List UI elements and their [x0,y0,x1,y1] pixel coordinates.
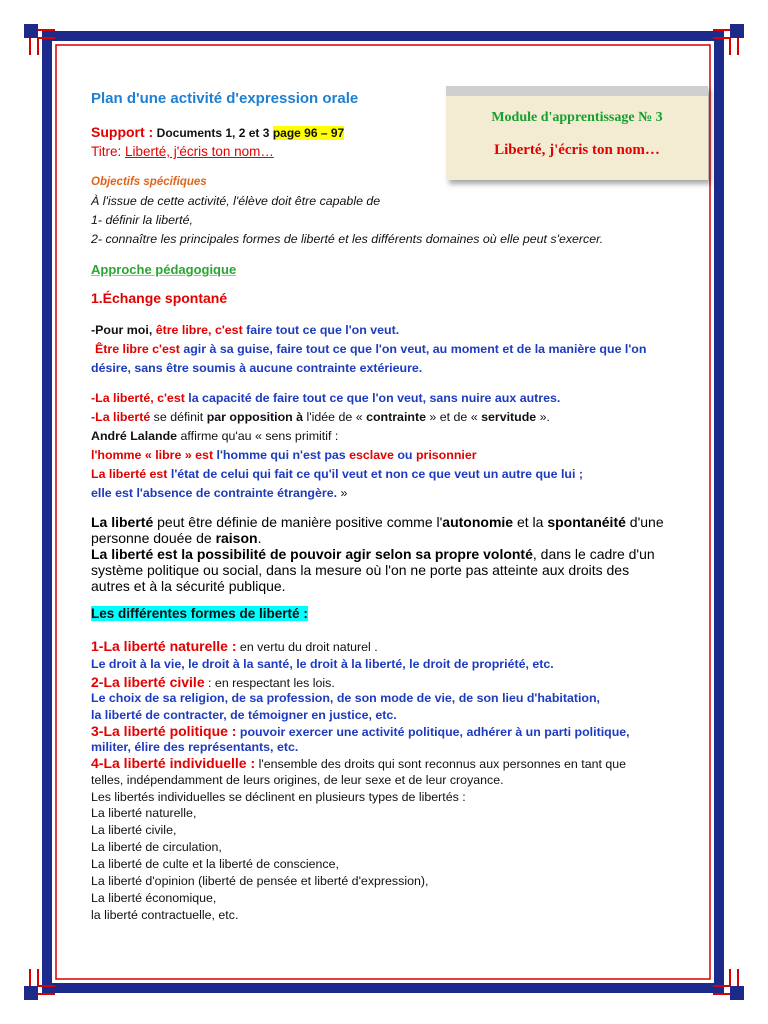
forme-1: 1-La liberté naturelle : en vertu du droit naturel . [91,638,378,654]
definition-line-1: La liberté peut être définie de manière positive comme l'autonomie et la spontanéité d'une [91,514,664,530]
titre-label: Titre: [91,144,122,159]
forme-4: 4-La liberté individuelle : l'ensemble des droits qui sont reconnus aux personnes en tant que [91,755,627,771]
forme-3: 3-La liberté politique : pouvoir exercer une activité politique, adhérer à un parti politique, [91,723,630,739]
support-page: page 96 – 97 [272,126,345,140]
list-item: la liberté contractuelle, etc. [91,908,239,922]
echange-line-4: -La liberté, c'est la capacité de faire tout ce que l'on veut, sans nuire aux autres. [91,391,561,405]
forme-4-detail: telles, indépendamment de leurs origines, de leur sexe et de leur croyance. [91,773,504,787]
support-line [91,124,344,140]
forme-4-intro: Les libertés individuelles se déclinent en plusieurs types de libertés : [91,790,466,804]
echange-line-8: La liberté est l'état de celui qui fait ce qu'il veut et non ce que veut un autre que lui ; [91,467,583,481]
echange-line-2: Être libre c'est agir à sa guise, faire tout ce que l'on veut, au moment et de la manière que l'on [95,342,647,356]
titre-value: Liberté, j'écris ton nom… [125,144,274,159]
module-number: Module d'apprentissage № 3 [491,110,663,125]
echange-line-3: désire, sans être soumis à aucune contrainte extérieure. [91,361,423,375]
module-title: Liberté, j'écris ton nom… [494,142,660,158]
module-box [446,86,708,180]
list-item: La liberté de circulation, [91,840,222,854]
echange-heading: 1.Échange spontané [91,290,228,306]
support-docs: Documents 1, 2 et 3 [156,126,270,140]
definition-line-5: autres et à la sécurité publique. [91,578,286,594]
definition-line-4: système politique ou social, dans la mesure où l'on ne porte pas atteinte aux droits des [91,562,630,578]
forme-2-detail-2: la liberté de contracter, de témoigner en justice, etc. [91,708,397,722]
forme-1-detail: Le droit à la vie, le droit à la santé, le droit à la liberté, le droit de propriété, etc. [91,657,554,671]
forme-3-detail: militer, élire des représentants, etc. [91,740,299,754]
definition-line-3: La liberté est la possibilité de pouvoir agir selon sa propre volonté, dans le cadre d'un [91,546,655,562]
list-item: La liberté d'opinion (liberté de pensée et liberté d'expression), [91,874,429,888]
echange-line-9: elle est l'absence de contrainte étrangère. » [91,486,348,500]
forme-2-detail-1: Le choix de sa religion, de sa profession, de son mode de vie, de son lieu d'habitation, [91,691,601,705]
list-item: La liberté économique, [91,891,217,905]
echange-line-1: -Pour moi, être libre, c'est faire tout ce que l'on veut. [91,323,400,337]
list-item: La liberté naturelle, [91,806,197,820]
page-title: Plan d'une activité d'expression orale [91,90,359,107]
echange-line-5: -La liberté se définit par opposition à l'idée de « contrainte » et de « servitude ». [91,410,550,424]
list-item: La liberté de culte et la liberté de conscience, [91,857,339,871]
objectif-item: 2- connaître les principales formes de liberté et les différents domaines où elle peut s'exercer. [91,232,604,246]
forme-2: 2-La liberté civile : en respectant les lois. [91,674,335,690]
objectif-item: 1- définir la liberté, [91,213,193,227]
objectifs-heading: Objectifs spécifiques [91,176,207,188]
approche-heading: Approche pédagogique [91,262,237,277]
echange-line-7: l'homme « libre » est l'homme qui n'est pas esclave ou prisonnier [91,448,477,462]
list-item: La liberté civile, [91,823,177,837]
formes-heading: Les différentes formes de liberté : [91,606,308,621]
definition-line-2: personne douée de raison. [91,530,262,546]
titre-line [91,144,274,159]
echange-line-6: André Lalande affirme qu'au « sens primitif : [91,429,339,443]
support-label: Support : [91,124,154,140]
objectifs-intro: À l'issue de cette activité, l'élève doit être capable de [91,194,381,208]
